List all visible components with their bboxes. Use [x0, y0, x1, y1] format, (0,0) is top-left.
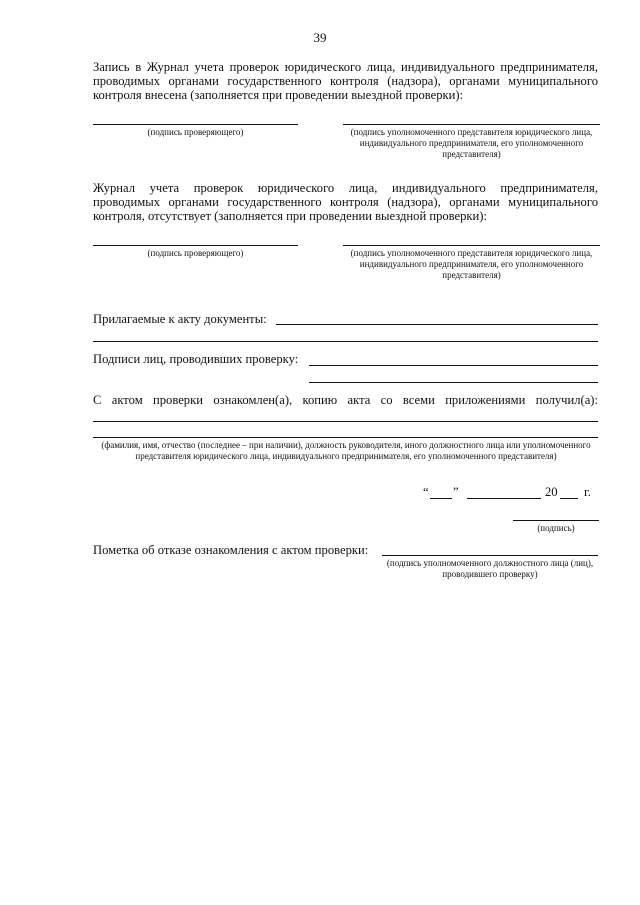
acquainted-text: С актом проверки ознакомлен(а), копию акта со всеми приложениями получил(а):: [93, 393, 598, 407]
inspector-signature-line-2[interactable]: [93, 245, 298, 246]
date-close-quote: ”: [453, 485, 459, 499]
representative-signature-line-1[interactable]: [343, 124, 600, 125]
attached-documents-line-1[interactable]: [276, 324, 598, 325]
date-open-quote: “: [423, 485, 429, 499]
acquainted-line-1[interactable]: [93, 421, 598, 422]
attached-documents-line-2[interactable]: [93, 341, 598, 342]
refusal-label: Пометка об отказе ознакомления с актом проверки:: [93, 543, 369, 557]
inspector-signature-caption-2: (подпись проверяющего): [147, 248, 244, 258]
page-number: 39: [313, 30, 327, 45]
inspectors-signatures-label: Подписи лиц, проводивших проверку:: [93, 352, 299, 366]
representative-signature-caption-1: (подпись уполномоченного представителя юридического лица, индивидуального предпринимателя, его уполномоченного представителя): [350, 127, 593, 159]
acquainted-line-2[interactable]: [93, 437, 598, 438]
acquainted-signature-caption: (подпись): [537, 523, 575, 533]
date-year-suffix: г.: [584, 485, 591, 499]
date-year-prefix: 20: [545, 485, 558, 499]
inspector-signature-caption-1: (подпись проверяющего): [147, 127, 244, 137]
representative-signature-caption-2: (подпись уполномоченного представителя юридического лица, индивидуального предпринимателя, его уполномоченного представителя): [350, 248, 593, 280]
inspector-signature-line-1[interactable]: [93, 124, 298, 125]
inspectors-signatures-line-1[interactable]: [309, 365, 598, 366]
refusal-signature-line[interactable]: [382, 555, 598, 556]
date-month-line[interactable]: [467, 498, 541, 499]
acquainted-signature-line[interactable]: [513, 520, 599, 521]
representative-signature-line-2[interactable]: [343, 245, 600, 246]
journal-entry-text: Запись в Журнал учета проверок юридического лица, индивидуального предпринимателя, проводимых органами государственного контроля (надзора), органами муниципального контроля внесена (заполняется при проведении выездной проверки):: [93, 60, 598, 102]
acquainted-caption: (фамилия, имя, отчество (последнее – при наличии), должность руководителя, иного должностного лица или уполномоченного представителя юридического лица, индивидуального предпринимателя, его уполномоченного представителя): [101, 440, 591, 461]
refusal-caption: (подпись уполномоченного должностного лица (лиц), проводившего проверку): [386, 558, 594, 579]
attached-documents-label: Прилагаемые к акту документы:: [93, 312, 267, 326]
date-year-line[interactable]: [560, 498, 578, 499]
inspectors-signatures-line-2[interactable]: [309, 382, 598, 383]
date-day-line[interactable]: [430, 498, 452, 499]
journal-absent-text: Журнал учета проверок юридического лица, индивидуального предпринимателя, проводимых органами государственного контроля (надзора), органами муниципального контроля, отсутствует (заполняется при проведении выездной проверки):: [93, 181, 598, 223]
